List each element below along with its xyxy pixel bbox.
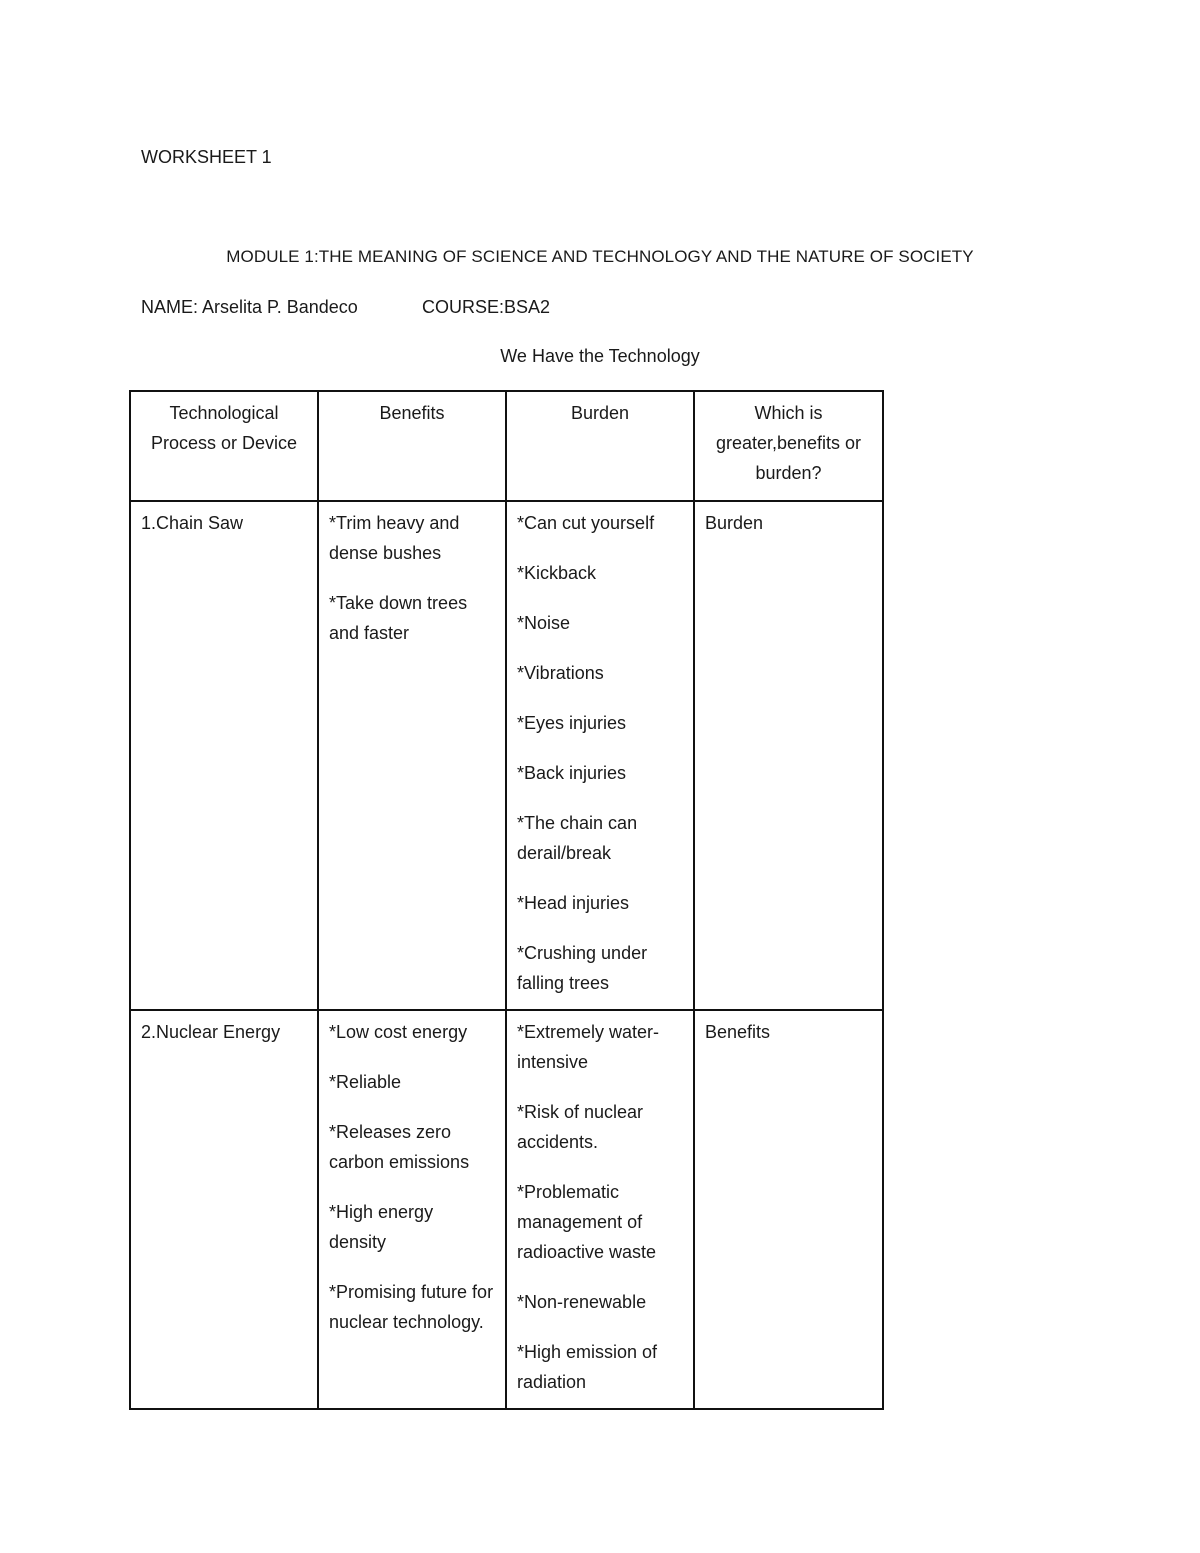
burden-item: *Problematic management of radioactive waste	[517, 1182, 657, 1262]
burden-item: *Noise	[517, 613, 571, 633]
table-header-row	[130, 391, 883, 501]
module-title: MODULE 1:THE MEANING OF SCIENCE AND TECHNOLOGY AND THE NATURE OF SOCIETY	[226, 247, 974, 266]
burden-item: *Extremely water-intensive	[517, 1022, 660, 1072]
benefit-item: *Trim heavy and dense bushes	[329, 513, 460, 563]
burdens-cell	[506, 501, 694, 1010]
header-benefits: Benefits	[318, 391, 506, 501]
burden-item: *Head injuries	[517, 893, 630, 913]
burden-item: *Risk of nuclear accidents.	[517, 1102, 644, 1152]
benefit-item: *Promising future for nuclear technology.	[329, 1282, 494, 1332]
burden-item: *Non-renewable	[517, 1292, 647, 1312]
benefit-item: *Take down trees and faster	[329, 593, 468, 643]
worksheet-heading: WORKSHEET 1	[141, 147, 272, 167]
benefit-item: *High energy density	[329, 1202, 434, 1252]
burden-item: *High emission of radiation	[517, 1342, 658, 1392]
table-title: We Have the Technology	[500, 346, 700, 366]
benefit-item: *Low cost energy	[329, 1022, 468, 1042]
student-name: NAME: Arselita P. Bandeco	[141, 297, 358, 317]
header-verdict: Which is greater,benefits or burden?	[694, 391, 883, 501]
header-burden: Burden	[506, 391, 694, 501]
burden-item: *Vibrations	[517, 663, 604, 683]
burdens-cell	[506, 1010, 694, 1409]
benefits-cell	[318, 501, 506, 1010]
burden-item: *Back injuries	[517, 763, 627, 783]
burden-item: *The chain can derail/break	[517, 813, 638, 863]
benefit-item: *Reliable	[329, 1072, 402, 1092]
benefits-cell	[318, 1010, 506, 1409]
burden-item: *Crushing under falling trees	[517, 943, 648, 993]
device-cell: 2.Nuclear Energy	[130, 1010, 318, 1409]
verdict-cell: Benefits	[694, 1010, 883, 1409]
device-cell: 1.Chain Saw	[130, 501, 318, 1010]
table-row	[130, 1010, 883, 1409]
benefit-item: *Releases zero carbon emissions	[329, 1122, 470, 1172]
header-device: Technological Process or Device	[130, 391, 318, 501]
burden-item: *Kickback	[517, 563, 597, 583]
student-course: COURSE:BSA2	[422, 297, 551, 317]
verdict-cell: Burden	[694, 501, 883, 1010]
burden-item: *Eyes injuries	[517, 713, 627, 733]
burden-item: *Can cut yourself	[517, 513, 655, 533]
technology-table	[129, 390, 884, 1410]
table-row	[130, 501, 883, 1010]
